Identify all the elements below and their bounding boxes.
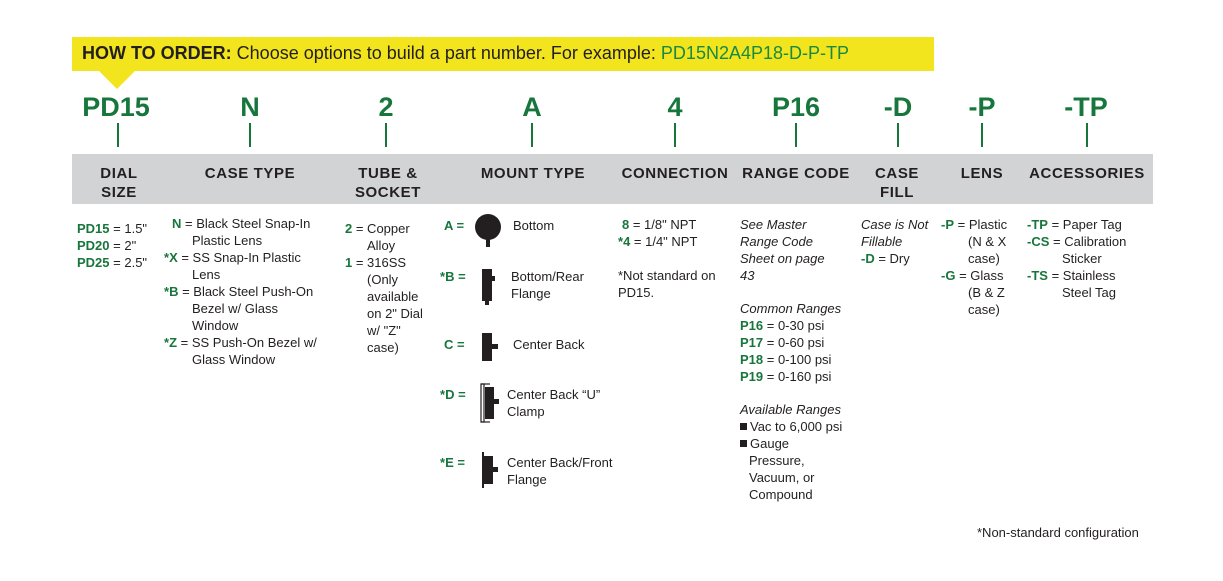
range-option — [740, 351, 858, 368]
code-mount-type: A — [522, 92, 542, 122]
dial-option — [77, 220, 147, 237]
code-tick — [1086, 123, 1088, 147]
option-value: = Dry — [874, 251, 910, 266]
header-range-code: RANGE CODE — [742, 165, 850, 182]
option-text: = 316SS — [352, 255, 407, 270]
mount-label — [511, 268, 584, 302]
dial-option — [77, 237, 147, 254]
mount-label-line: Center Back “U” — [507, 387, 601, 402]
code-range: P16 — [771, 92, 821, 122]
code-tick — [531, 123, 533, 147]
banner-lead: HOW TO ORDER: — [82, 43, 232, 63]
option-text: = SS Snap-In Plastic — [177, 250, 301, 265]
option-code: PD20 — [77, 238, 110, 253]
option-text: Alloy — [367, 238, 396, 253]
banner-pointer — [98, 70, 136, 89]
code-tick — [117, 123, 119, 147]
range-note: Range Code — [740, 234, 813, 249]
option-text: = Black Steel Snap-In — [181, 216, 311, 231]
nonstandard-star: * — [440, 455, 446, 470]
header-line: SIZE — [101, 184, 137, 201]
code-tick — [385, 123, 387, 147]
option-value: = 1.5" — [109, 221, 148, 236]
range-option — [740, 317, 858, 334]
center-back-u-clamp-icon — [478, 381, 502, 425]
mount-code-d — [440, 386, 466, 403]
nonstandard-star: * — [440, 387, 446, 402]
case-option — [164, 249, 350, 266]
option-code: A = — [444, 218, 465, 233]
fill-option — [861, 250, 941, 267]
option-text: Vac to 6,000 psi — [750, 419, 843, 434]
bottom-mount-icon — [473, 212, 503, 248]
range-note: 43 — [740, 268, 755, 283]
option-text: Compound — [749, 487, 813, 502]
option-text: Steel Tag — [1062, 285, 1116, 300]
case-fill-options — [861, 216, 941, 267]
code-tick — [981, 123, 983, 147]
header-line: CASE — [874, 165, 920, 182]
header-tube-socket — [340, 164, 436, 202]
mount-label-line: Flange — [511, 286, 551, 301]
option-text: = Paper Tag — [1047, 217, 1122, 232]
dial-option — [77, 254, 147, 271]
option-text: = Glass — [955, 268, 1004, 283]
code-tick — [674, 123, 676, 147]
code-tick — [795, 123, 797, 147]
option-text: Window — [192, 318, 239, 333]
connection-options — [618, 216, 734, 301]
option-text: case) — [968, 251, 1000, 266]
option-code: B — [169, 284, 179, 299]
lens-option — [941, 216, 1025, 233]
available-range — [740, 435, 858, 452]
option-code: -D — [861, 251, 875, 266]
option-code: -CS — [1027, 234, 1050, 249]
option-code: P19 — [740, 369, 764, 384]
option-code: 4 — [623, 234, 631, 249]
header-mount-type: MOUNT TYPE — [480, 165, 586, 182]
option-text: Glass Window — [192, 352, 276, 367]
fill-note: Case is Not — [861, 217, 929, 232]
case-option — [164, 283, 350, 300]
option-text: = 1/4" NPT — [630, 234, 698, 249]
option-code: N — [172, 216, 182, 231]
header-lens: LENS — [960, 165, 1004, 182]
option-code: PD15 — [77, 221, 110, 236]
code-tube-socket: 2 — [378, 92, 394, 122]
lens-option — [941, 267, 1025, 284]
option-text: case) — [367, 340, 399, 355]
option-text: = Calibration — [1049, 234, 1127, 249]
header-case-fill — [858, 164, 936, 202]
range-option — [740, 368, 858, 385]
mount-code-c — [444, 336, 465, 353]
mount-label-line: Clamp — [507, 404, 545, 419]
nonstandard-star: * — [164, 250, 170, 265]
option-code: P17 — [740, 335, 764, 350]
option-text: = Stainless — [1047, 268, 1116, 283]
header-line: DIAL — [100, 165, 138, 182]
connection-option — [618, 233, 734, 250]
code-tick — [897, 123, 899, 147]
option-text: available — [367, 289, 419, 304]
code-lens: -P — [968, 92, 996, 122]
fill-note: Fillable — [861, 234, 903, 249]
range-note: See Master — [740, 217, 807, 232]
footnote: *Non-standard configuration — [977, 525, 1139, 540]
option-code: P16 — [740, 318, 764, 333]
option-value: = 0-30 psi — [763, 318, 825, 333]
option-code: D = — [445, 387, 466, 402]
lens-options — [941, 216, 1025, 318]
option-text: = Black Steel Push-On — [178, 284, 314, 299]
option-value: = 2" — [109, 238, 137, 253]
code-case-type: N — [240, 92, 260, 122]
nonstandard-star: * — [164, 284, 170, 299]
option-text: Vacuum, or — [749, 470, 815, 485]
bottom-rear-flange-icon — [479, 266, 499, 306]
common-ranges-title: Common Ranges — [740, 301, 842, 316]
code-tick — [249, 123, 251, 147]
range-option — [740, 334, 858, 351]
option-code: P18 — [740, 352, 764, 367]
dial-size-options — [77, 220, 147, 271]
option-value: = 2.5" — [109, 255, 148, 270]
range-code-options — [740, 216, 858, 503]
header-line: FILL — [879, 184, 915, 201]
case-option — [164, 215, 350, 232]
option-code: -P — [941, 217, 954, 232]
option-text: (N & X — [968, 234, 1007, 249]
option-code: PD25 — [77, 255, 110, 270]
code-accessories: -TP — [1064, 92, 1108, 122]
mount-code-b — [440, 268, 466, 285]
header-line: TUBE & — [358, 165, 418, 182]
range-note: Sheet on page — [740, 251, 825, 266]
connection-option — [618, 216, 734, 233]
option-code: 8 — [622, 217, 630, 232]
header-dial-size — [78, 164, 160, 202]
code-case-fill: -D — [883, 92, 913, 122]
accessory-option — [1027, 267, 1153, 284]
case-type-options — [164, 215, 353, 368]
option-code: X — [169, 250, 178, 265]
mount-label: Bottom — [513, 218, 555, 233]
mount-label — [507, 454, 613, 488]
tube-option — [345, 220, 445, 237]
mount-label-line: Center Back/Front — [507, 455, 613, 470]
square-bullet-icon — [740, 440, 747, 447]
connection-note: PD15. — [618, 285, 655, 300]
center-back-icon — [479, 330, 501, 364]
mount-code-a — [444, 217, 464, 234]
option-text: Lens — [192, 267, 221, 282]
option-text: = SS Push-On Bezel w/ — [177, 335, 317, 350]
option-code: C = — [444, 337, 465, 352]
code-connection: 4 — [667, 92, 683, 122]
option-text: (B & Z — [968, 285, 1005, 300]
option-text: (Only — [367, 272, 399, 287]
mount-label-line: Flange — [507, 472, 547, 487]
option-code: 2 — [345, 221, 353, 236]
mount-code-e — [440, 454, 465, 471]
case-option — [164, 334, 350, 351]
option-code: Z — [169, 335, 178, 350]
available-ranges-title: Available Ranges — [740, 402, 841, 417]
header-line: SOCKET — [354, 184, 422, 201]
option-text: Plastic Lens — [192, 233, 263, 248]
banner-example: PD15N2A4P18-D-P-TP — [660, 43, 849, 63]
option-code: 1 — [345, 255, 353, 270]
mount-label — [507, 386, 600, 420]
option-text: = 1/8" NPT — [629, 217, 697, 232]
nonstandard-star: * — [618, 234, 624, 249]
header-connection: CONNECTION — [621, 165, 729, 182]
banner-instruction: Choose options to build a part number. For example: — [231, 43, 661, 63]
option-text: Gauge — [750, 436, 790, 451]
option-text: on 2" Dial — [367, 306, 423, 321]
option-text: = Copper — [352, 221, 410, 236]
header-case-type: CASE TYPE — [204, 165, 296, 182]
option-code: -G — [941, 268, 956, 283]
option-code: -TP — [1027, 217, 1048, 232]
option-text: Pressure, — [749, 453, 805, 468]
connection-note: *Not standard on — [618, 268, 716, 283]
center-back-front-flange-icon — [479, 450, 501, 490]
option-value: = 0-60 psi — [763, 335, 825, 350]
accessory-option — [1027, 216, 1153, 233]
tube-socket-options — [345, 220, 445, 356]
option-value: = 0-100 psi — [763, 352, 832, 367]
available-range — [740, 418, 858, 435]
option-value: = 0-160 psi — [763, 369, 832, 384]
option-text: = Plastic — [954, 217, 1008, 232]
tube-option — [345, 254, 445, 271]
option-code: E = — [445, 455, 465, 470]
nonstandard-star: * — [164, 335, 170, 350]
option-text: case) — [968, 302, 1000, 317]
option-text: Sticker — [1062, 251, 1102, 266]
accessories-options — [1027, 216, 1153, 301]
mount-label: Center Back — [513, 337, 585, 352]
square-bullet-icon — [740, 423, 747, 430]
code-dial-size: PD15 — [82, 92, 150, 122]
option-code: -TS — [1027, 268, 1048, 283]
option-text: Bezel w/ Glass — [192, 301, 278, 316]
header-accessories: ACCESSORIES — [1029, 165, 1145, 182]
mount-label-line: Bottom/Rear — [511, 269, 584, 284]
option-code: B = — [445, 269, 466, 284]
banner-text — [82, 42, 849, 64]
nonstandard-star: * — [440, 269, 446, 284]
accessory-option — [1027, 233, 1153, 250]
option-text: w/ "Z" — [367, 323, 401, 338]
